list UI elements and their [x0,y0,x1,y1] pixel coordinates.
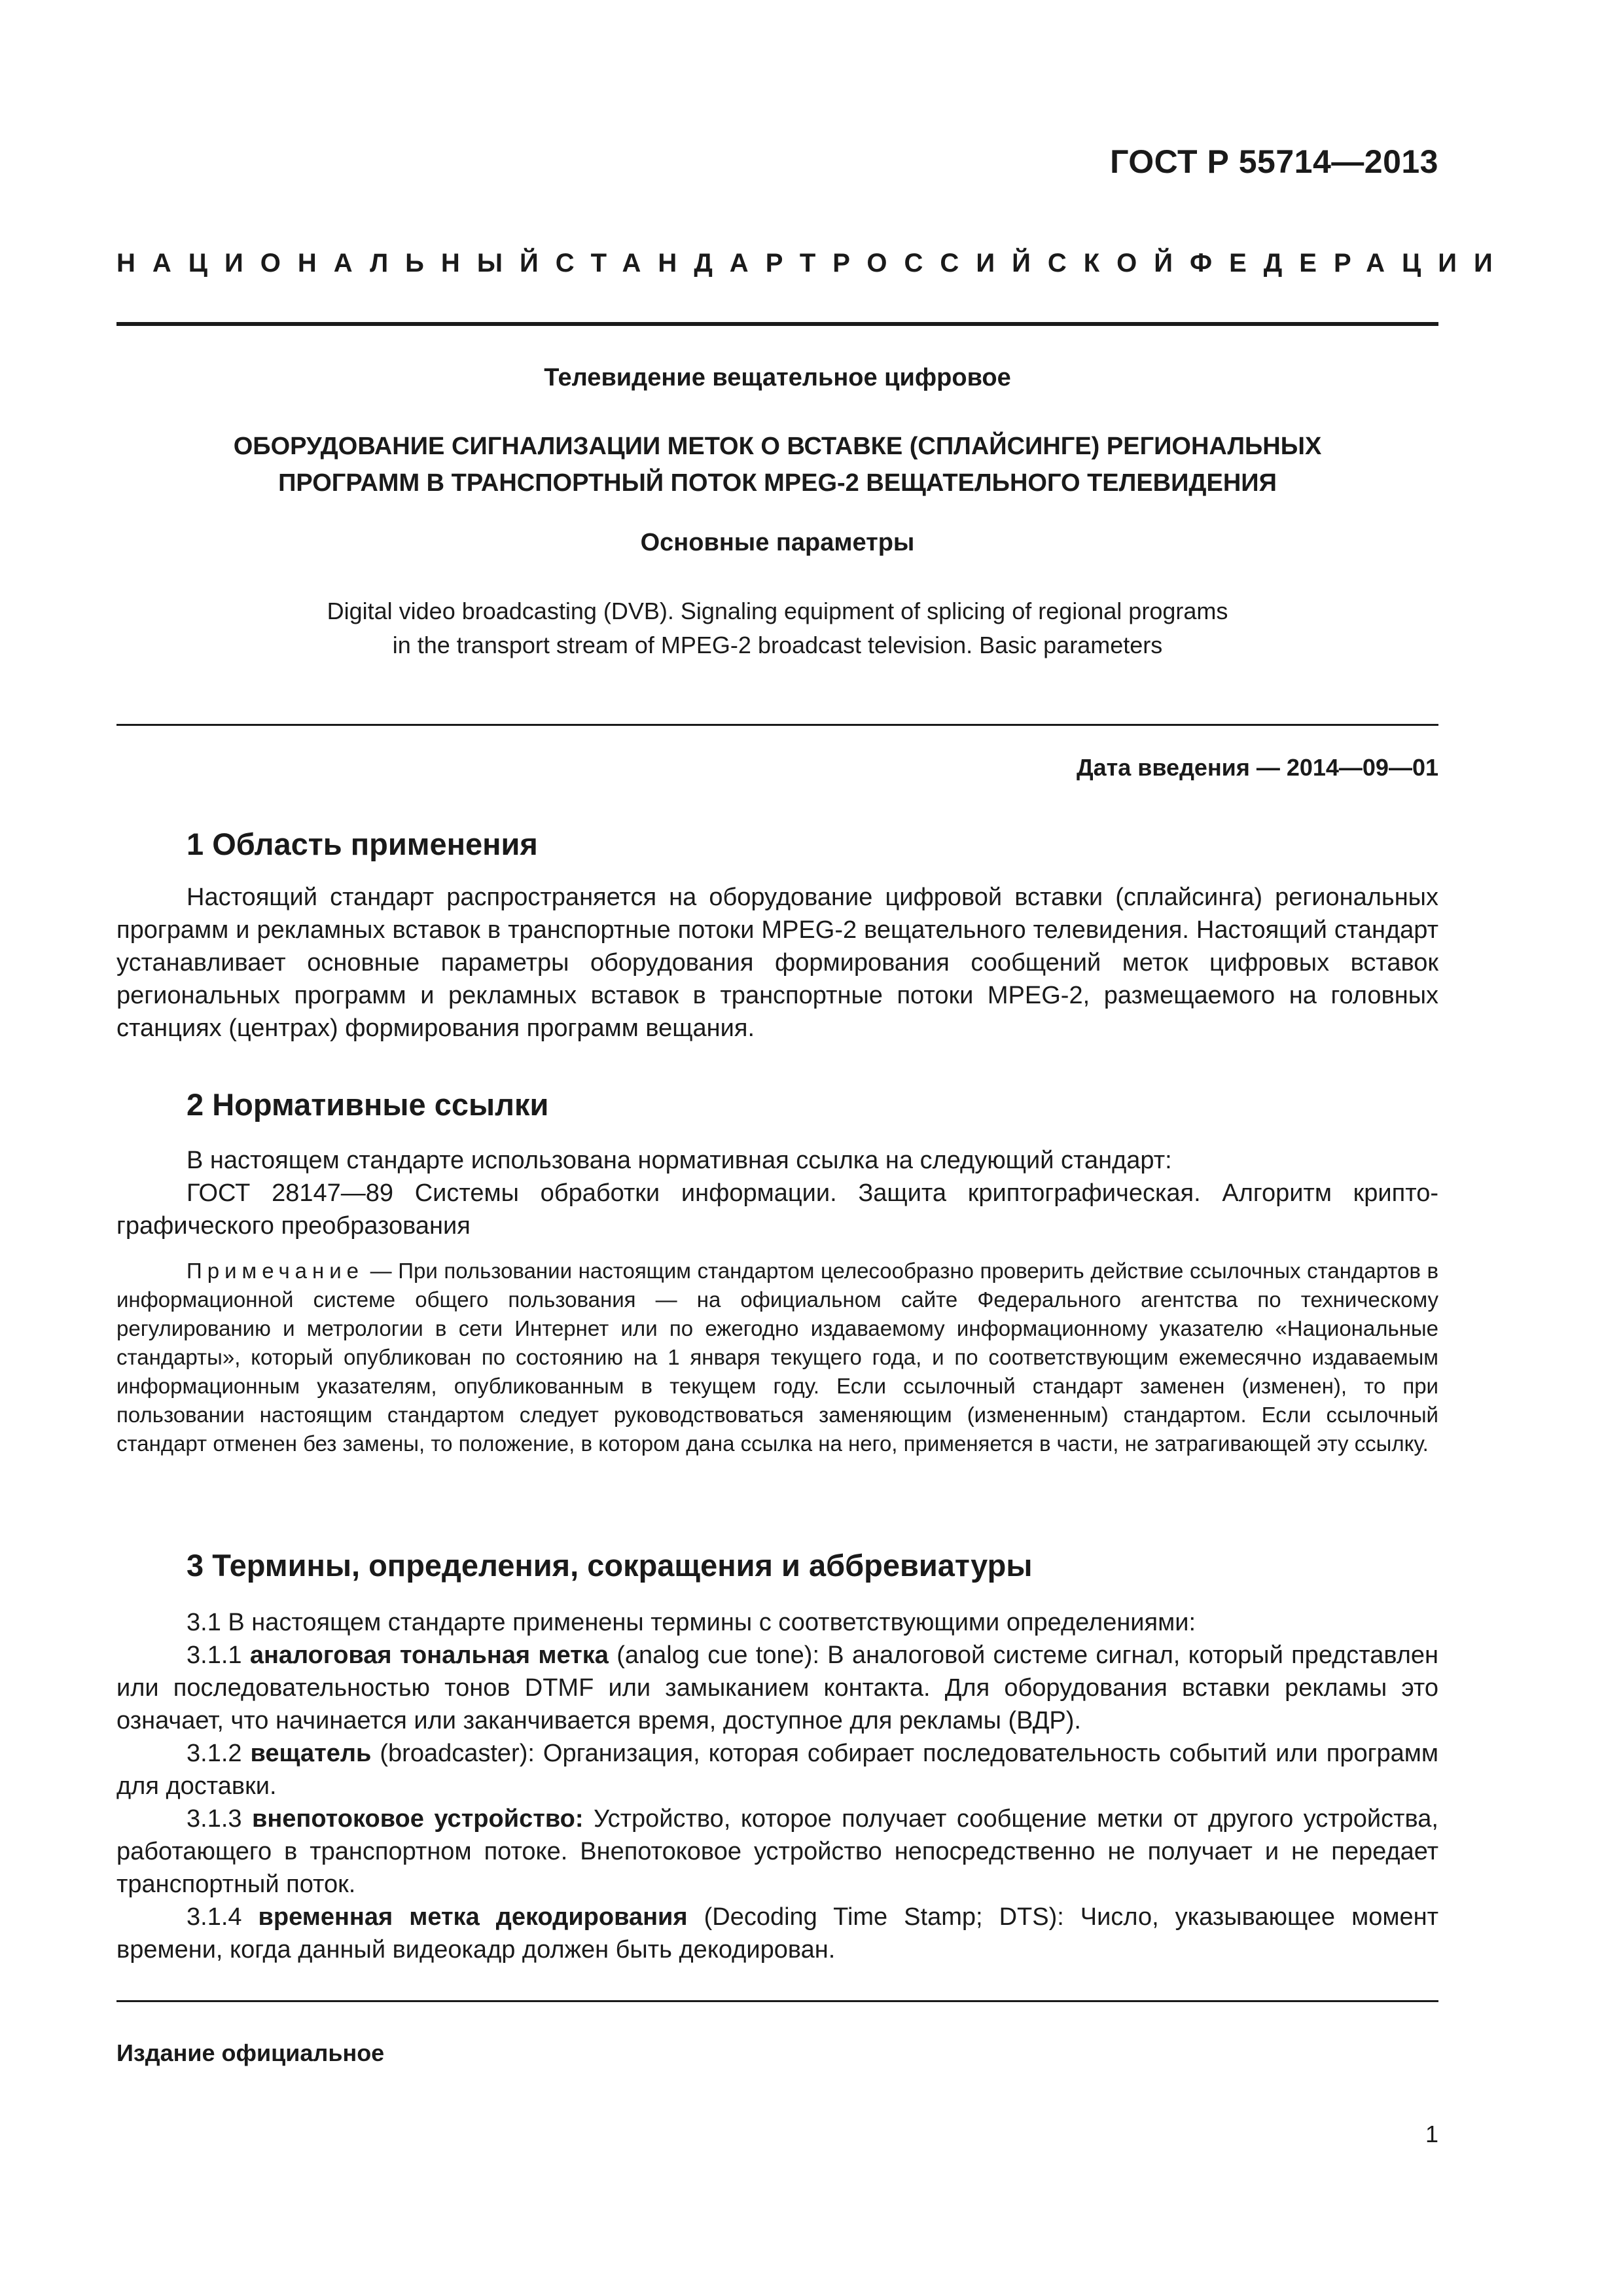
section-2-intro: В настоящем стандарте использована нормативная ссылка на следующий стандарт: [187,1147,1172,1174]
document-subtitle: Основные параметры [640,529,915,556]
title-line: ПРОГРАММ В ТРАНСПОРТНЫЙ ПОТОК MPEG-2 ВЕЩАТЕЛЬНОГО ТЕЛЕВИДЕНИЯ [278,469,1277,497]
section-2-heading: 2 Нормативные ссылки [187,1087,549,1122]
introduction-date: Дата введения — 2014—09—01 [1076,754,1438,781]
official-edition-label: Издание официальное [116,2039,385,2066]
term-number: 3.1.1 [187,1641,250,1669]
term-name: вещатель [250,1740,372,1767]
subject-line: Телевидение вещательное цифровое [544,364,1011,391]
term-number: 3.1.3 [187,1805,252,1833]
gost-code: ГОСТ Р 55714—2013 [1110,143,1438,180]
section-3-heading: 3 Термины, определения, сокращения и аббревиатуры [187,1548,1033,1583]
section-2-reference: ГОСТ 28147—89 Системы обработки информации. Защита криптографическая. Алгоритм криптографического преобразования [116,1179,1438,1240]
page-number: 1 [1425,2121,1438,2147]
banner-word: РОССИЙСКОЙ [832,249,1190,278]
banner-word: НАЦИОНАЛЬНЫЙ [116,249,556,278]
term-definition: (analog cue tone): В аналоговой системе сигнал, который представлен или последовательностью тонов DTMF или замыканием контакта. Для оборудования вставки рекламы это означает, что начинается или заканчивается время, доступное для рекламы (ВДР). [116,1641,1439,1734]
term-entry [116,1803,1438,1901]
term-definition: (broadcaster): Организация, которая собирает последовательность событий или программ для доставки. [116,1740,1438,1800]
document-title [116,428,1438,501]
term-entry [116,1737,1438,1803]
english-title-line: Digital video broadcasting (DVB). Signaling equipment of splicing of regional programs [327,598,1228,624]
section-1-paragraph: Настоящий стандарт распространяется на оборудование цифровой вставки (сплайсинга) региональных программ и рекламных вставок в транспортные потоки MPEG-2 вещательного телевидения. Настоящий стандарт устанавливает основные параметры оборудования формирования сообщений меток цифровых вставок региональных программ и рекламных вставок в транспортные потоки MPEG-2, размещаемого на головных станциях (центрах) формирования программ вещания. [116,884,1438,1042]
term-definition: Устройство, которое получает сообщение метки от другого устройства, работающего в транспортном потоке. Внепотоковое устройство непосредственно не получает и не передает транспортный поток. [116,1805,1438,1898]
note-text: — При пользовании настоящим стандартом целесообразно проверить действие ссылочных стандартов в информационной системе общего пользования — на официальном сайте Федерального агентства по техническому регулированию и метрологии в сети Интернет или по ежегодно издаваемому информационному указателю «Национальные стандарты», который опубликован по состоянию на 1 января текущего года, и по соответствующим ежемесячно издаваемым информационным указателям, опубликованным в текущем году. Если ссылочный стандарт заменен (изменен), то при пользовании настоящим стандартом следует руководствоваться заменяющим (измененным) стандартом. Если ссылочный стандарт отменен без замены, то положение, в котором дана ссылка на него, применяется в части, не затрагивающей эту ссылку. [116,1259,1438,1456]
term-name: внепотоковое устройство: [251,1805,584,1833]
section-3-intro: 3.1 В настоящем стандарте применены термины с соответствующими определениями: [187,1609,1196,1636]
title-bottom-rule [116,724,1438,726]
footer-rule [116,2000,1438,2002]
english-title-line: in the transport stream of MPEG-2 broadcast television. Basic parameters [392,632,1163,658]
section-1-heading: 1 Область применения [187,827,538,861]
term-name: аналоговая тональная метка [249,1641,609,1669]
top-thick-rule [116,322,1438,326]
term-number: 3.1.4 [187,1903,259,1931]
banner-word: ФЕДЕРАЦИИ [1189,249,1510,278]
term-number: 3.1.2 [187,1740,251,1767]
term-entry [116,1901,1438,1966]
english-title [116,594,1438,662]
term-entry [116,1639,1438,1737]
banner-word: СТАНДАРТ [555,249,833,278]
national-standard-banner [116,249,1510,278]
title-line: ОБОРУДОВАНИЕ СИГНАЛИЗАЦИИ МЕТОК О ВСТАВКЕ (СПЛАЙСИНГЕ) РЕГИОНАЛЬНЫХ [233,433,1322,460]
term-name: временная метка декодирования [258,1903,688,1931]
term-definition: (Decoding Time Stamp; DTS): Число, указывающее момент времени, когда данный видеокадр должен быть декодирован. [116,1903,1438,1964]
section-2-note [116,1257,1438,1458]
note-label: Примечание [187,1259,365,1283]
